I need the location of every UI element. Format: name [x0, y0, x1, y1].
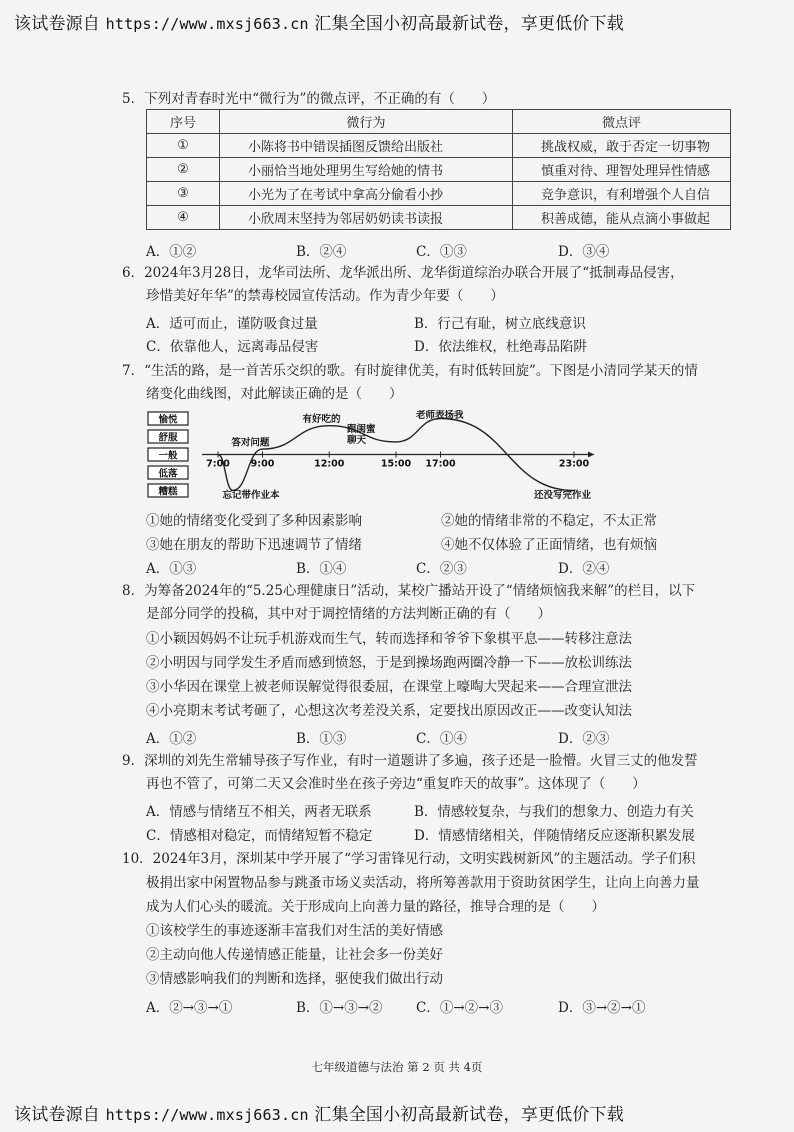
q5-stem: 5．下列对青春时光中“微行为”的微点评，不正确的有（ ） — [122, 91, 496, 107]
table-header: 微行为 — [220, 110, 513, 134]
time-label: 15:00 — [380, 458, 412, 470]
time-label: 7:00 — [206, 458, 230, 470]
page-footer: 七年级道德与法治 第 2 页 共 4页 — [311, 1060, 483, 1074]
banner-url[interactable]: https://www.mxsj663.cn — [105, 1106, 309, 1124]
q5-option-a[interactable]: A．①② — [146, 244, 197, 260]
q10-option-c[interactable]: C．①→②→③ — [416, 1000, 503, 1016]
axis-arrow — [588, 452, 594, 458]
table-cell: 小陈将书中错误插图反馈给出版社 — [220, 134, 513, 158]
table-cell: ② — [147, 158, 220, 182]
top-banner — [14, 9, 624, 34]
table-header: 序号 — [147, 110, 220, 134]
table-cell: 积善成德，能从点滴小事做起 — [513, 206, 731, 230]
table-row — [147, 158, 731, 182]
q10-statement-1: ①该校学生的事迹逐渐丰富我们对生活的美好情感 — [146, 923, 443, 939]
table-cell: ① — [147, 134, 220, 158]
q5-option-b[interactable]: B．②④ — [296, 244, 347, 260]
time-label: 9:00 — [250, 458, 275, 470]
table-header: 微点评 — [513, 110, 731, 134]
level-label: 舒服 — [158, 432, 178, 444]
table-cell: 竞争意识，有利增强个人自信 — [513, 182, 731, 206]
annotation-label: 跟闺蜜 — [347, 424, 376, 435]
q8-option-b[interactable]: B．①③ — [296, 731, 347, 747]
q7-option-d[interactable]: D．②④ — [558, 561, 610, 577]
annotation-label: 有好吃的 — [302, 414, 341, 425]
banner-suffix: 汇集全国小初高最新试卷，享更低价下载 — [314, 1105, 624, 1125]
q8-statement-2: ②小明因与同学发生矛盾而感到愤怒，于是到操场跑两圈冷静一下——放松训练法 — [146, 655, 632, 671]
q7-statement-2: ②她的情绪非常的不稳定，不太正常 — [441, 513, 657, 529]
table-cell: ④ — [147, 206, 220, 230]
q5-option-c[interactable]: C．①③ — [416, 244, 467, 260]
q8-statement-4: ④小亮期末考试考砸了，心想这次考差没关系，定要找出原因改正——改变认知法 — [146, 703, 632, 719]
q6-option-b[interactable]: B．行己有耻，树立底线意识 — [414, 316, 586, 332]
table-row — [147, 182, 731, 206]
q10-stem-line3: 成为人们心头的暖流。关于形成向上向善力量的路径，推导合理的是（ ） — [146, 899, 605, 915]
q7-option-a[interactable]: A．①③ — [146, 561, 197, 577]
banner-prefix: 该试卷源自 — [14, 1105, 100, 1125]
table-cell: 慎重对待、理智处理异性情感 — [513, 158, 731, 182]
q10-statement-2: ②主动向他人传递情感正能量，让社会多一份美好 — [146, 947, 443, 963]
level-label: 愉悦 — [158, 414, 178, 426]
q10-option-a[interactable]: A．②→③→① — [146, 1000, 233, 1016]
table-cell: ③ — [147, 182, 220, 206]
bottom-banner — [14, 1100, 624, 1125]
table-header-row — [147, 110, 731, 134]
q9-option-d[interactable]: D．情感情绪相关，伴随情绪反应逐渐积累发展 — [414, 828, 695, 844]
q7-stem-line1: 7．“生活的路，是一首苦乐交织的歌。有时旋律优美，有时低转回旋”。下图是小清同学某天的情 — [122, 363, 698, 379]
q8-statement-1: ①小颖因妈妈不让玩手机游戏而生气，转而选择和爷爷下象棋平息——转移注意法 — [146, 631, 632, 647]
annotation-label: 还没写完作业 — [533, 490, 591, 501]
q6-option-d[interactable]: D．依法维权，杜绝毒品陷阱 — [414, 339, 587, 355]
q8-option-c[interactable]: C．①④ — [416, 731, 467, 747]
q6-stem-line2: 珍惜美好年华”的禁毒校园宣传活动。作为青少年要（ ） — [146, 288, 504, 304]
q7-statement-3: ③她在朋友的帮助下迅速调节了情绪 — [146, 537, 362, 553]
q5-table — [146, 109, 731, 230]
time-label: 23:00 — [558, 458, 590, 470]
q5-option-d[interactable]: D．③④ — [558, 244, 610, 260]
q8-stem-line2: 是部分同学的投稿，其中对于调控情绪的方法判断正确的有（ ） — [146, 606, 551, 622]
annotation-label: 答对问题 — [231, 437, 270, 449]
table-cell: 挑战权威，敢于否定一切事物 — [513, 134, 731, 158]
q7-option-c[interactable]: C．②③ — [416, 561, 467, 577]
q8-statement-3: ③小华因在课堂上被老师误解觉得很委屈，在课堂上嚎啕大哭起来——合理宣泄法 — [146, 679, 632, 695]
q7-statement-4: ④她不仅体验了正面情绪，也有烦恼 — [441, 537, 657, 553]
q9-option-a[interactable]: A．情感与情绪互不相关，两者无联系 — [146, 804, 372, 820]
annotation-label: 忘记带作业本 — [222, 490, 280, 501]
q9-stem-line2: 再也不管了，可第二天又会准时坐在孩子旁边“重复昨天的故事”。这体现了（ ） — [146, 776, 646, 792]
table-cell: 小光为了在考试中拿高分偷看小抄 — [220, 182, 513, 206]
q10-statement-3: ③情感影响我们的判断和选择，驱使我们做出行动 — [146, 971, 443, 987]
q7-statement-1: ①她的情绪变化受到了多种因素影响 — [146, 513, 362, 529]
q9-option-c[interactable]: C．情感相对稳定，而情绪短暂不稳定 — [146, 828, 373, 844]
table-row — [147, 206, 731, 230]
q8-option-a[interactable]: A．①② — [146, 731, 197, 747]
q10-stem-line1: 10．2024年3月，深圳某中学开展了“学习雷锋见行动，文明实践树新风”的主题活动。学子们积 — [122, 851, 696, 867]
q10-option-d[interactable]: D．③→②→① — [558, 1000, 646, 1016]
level-label: 糟糕 — [158, 486, 178, 498]
level-label: 一般 — [158, 450, 178, 462]
q9-option-b[interactable]: B．情感较复杂，与我们的想象力、创造力有关 — [414, 804, 694, 820]
q7-option-b[interactable]: B．①④ — [296, 561, 347, 577]
q6-option-a[interactable]: A．适可而止，谨防吸食过量 — [146, 316, 318, 332]
q10-stem-line2: 极捐出家中闲置物品参与跳蚤市场义卖活动，将所筹善款用于资助贫困学生，让向上向善力量 — [146, 875, 700, 891]
annotation-label: 聊天 — [347, 435, 367, 446]
level-label: 低落 — [158, 468, 178, 480]
time-label: 17:00 — [425, 458, 456, 470]
table-cell: 小丽恰当地处理男生写给她的情书 — [220, 158, 513, 182]
q6-option-c[interactable]: C．依靠他人，远离毒品侵害 — [146, 339, 319, 355]
q8-option-d[interactable]: D．②③ — [558, 731, 610, 747]
emotion-curve-chart — [146, 410, 596, 502]
table-cell: 小欣周末坚持为邻居奶奶读书读报 — [220, 206, 513, 230]
table-row — [147, 134, 731, 158]
banner-suffix: 汇集全国小初高最新试卷，享更低价下载 — [314, 14, 624, 34]
banner-prefix: 该试卷源自 — [14, 14, 100, 34]
q8-stem-line1: 8．为筹备2024年的“5.25心理健康日”活动，某校广播站开设了“情绪烦恼我来解”的栏目，以下 — [122, 583, 696, 599]
banner-url[interactable]: https://www.mxsj663.cn — [105, 15, 309, 33]
time-label: 12:00 — [314, 458, 345, 470]
annotation-label: 老师表扬我 — [416, 410, 464, 421]
q6-stem-line1: 6．2024年3月28日，龙华司法所、龙华派出所、龙华街道综治办联合开展了“抵制毒品侵害， — [122, 265, 684, 281]
q10-option-b[interactable]: B．①→③→② — [296, 1000, 383, 1016]
q9-stem-line1: 9．深圳的刘先生常辅导孩子写作业，有时一道题讲了多遍，孩子还是一脸懵。火冒三丈的他发誓 — [122, 753, 698, 769]
q7-stem-line2: 绪变化曲线图，对此解读正确的是（ ） — [146, 386, 403, 402]
